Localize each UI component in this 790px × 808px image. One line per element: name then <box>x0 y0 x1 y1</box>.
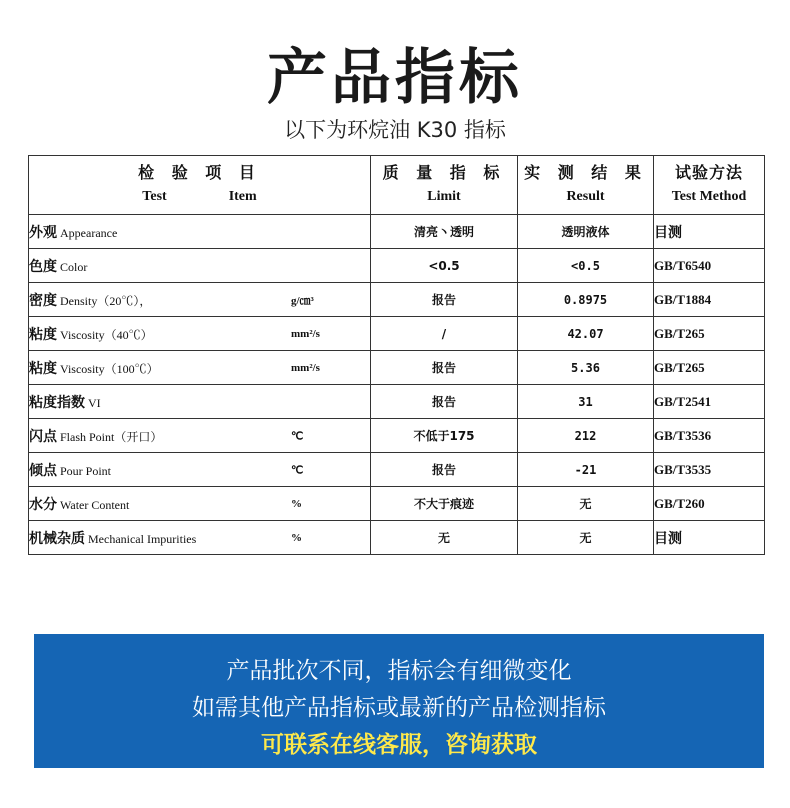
method-cell: GB/T265 <box>654 351 765 385</box>
method-cell: GB/T265 <box>654 317 765 351</box>
item-en: Pour Point <box>60 463 112 478</box>
item-en: Flash Point（开口） <box>60 429 163 444</box>
item-cn: 色度 <box>29 258 57 275</box>
item-en: Appearance <box>60 225 118 240</box>
header-method <box>654 156 765 215</box>
item-cell <box>29 521 371 555</box>
item-cn: 粘度 <box>29 326 57 343</box>
result-cell: 无 <box>518 521 654 555</box>
limit-cell: 报告 <box>371 283 518 317</box>
table-row <box>29 385 765 419</box>
result-cell: 透明液体 <box>518 215 654 249</box>
item-cell <box>29 351 371 385</box>
header-method-en: Test Method <box>671 189 747 204</box>
table-row <box>29 351 765 385</box>
table-row <box>29 487 765 521</box>
result-cell: 31 <box>518 385 654 419</box>
header-limit-cn: 质 量 指 标 <box>382 163 506 182</box>
table-row <box>29 521 765 555</box>
unit: mm²/s <box>291 361 320 374</box>
limit-cell: 报告 <box>371 351 518 385</box>
result-cell: 0.8975 <box>518 283 654 317</box>
unit: ℃ <box>291 430 304 442</box>
notice-line-2: 如需其他产品指标或最新的产品检测指标 <box>192 695 606 721</box>
method-cell: 目测 <box>654 521 765 555</box>
header-item-en: Item <box>228 189 257 204</box>
limit-cell: <0.5 <box>371 249 518 283</box>
header-test-item-cn: 检 验 项 目 <box>138 163 261 182</box>
item-en: Viscosity（100℃） <box>60 361 159 376</box>
notice-line-1: 产品批次不同，指标会有细微变化 <box>226 658 572 684</box>
header-result-en: Result <box>566 189 605 204</box>
spec-table <box>28 155 765 555</box>
table-row <box>29 249 765 283</box>
unit: ℃ <box>291 464 304 476</box>
table-row <box>29 317 765 351</box>
item-cell <box>29 487 371 521</box>
item-cn: 闪点 <box>29 428 57 445</box>
unit: % <box>291 497 302 510</box>
item-cell <box>29 453 371 487</box>
unit: mm²/s <box>291 327 320 340</box>
result-cell: 212 <box>518 419 654 453</box>
item-en: VI <box>88 395 101 410</box>
limit-cell: 无 <box>371 521 518 555</box>
header-test-en: Test <box>142 189 167 204</box>
limit-cell: 报告 <box>371 453 518 487</box>
result-cell: 42.07 <box>518 317 654 351</box>
method-cell: GB/T2541 <box>654 385 765 419</box>
item-en: Mechanical Impurities <box>88 531 197 546</box>
result-cell: -21 <box>518 453 654 487</box>
header-limit-en: Limit <box>427 189 461 204</box>
item-cell <box>29 385 371 419</box>
item-en: Water Content <box>60 497 130 512</box>
header-result-cn: 实 测 结 果 <box>524 163 647 182</box>
header-method-cn: 试验方法 <box>674 163 743 182</box>
method-cell: GB/T6540 <box>654 249 765 283</box>
item-cell <box>29 249 371 283</box>
page-subtitle: 以下为环烷油 K30 指标 <box>284 118 506 142</box>
limit-cell: 清亮丶透明 <box>371 215 518 249</box>
item-cell <box>29 317 371 351</box>
method-cell: GB/T260 <box>654 487 765 521</box>
result-cell: 无 <box>518 487 654 521</box>
limit-cell: 不大于痕迹 <box>371 487 518 521</box>
header-result <box>518 156 654 215</box>
limit-cell: 不低于175 <box>371 419 518 453</box>
item-cell <box>29 215 371 249</box>
header-test-item <box>29 156 371 215</box>
method-cell: 目测 <box>654 215 765 249</box>
notice-banner <box>34 634 764 768</box>
item-cell <box>29 419 371 453</box>
item-cn: 机械杂质 <box>29 530 85 547</box>
table-row <box>29 283 765 317</box>
item-cn: 粘度 <box>29 360 57 377</box>
table-row <box>29 215 765 249</box>
header-limit <box>371 156 518 215</box>
method-cell: GB/T1884 <box>654 283 765 317</box>
table-header-row <box>29 156 765 215</box>
item-cn: 倾点 <box>29 462 57 479</box>
table-row <box>29 419 765 453</box>
item-en: Color <box>60 259 88 274</box>
item-cn: 外观 <box>29 224 57 241</box>
item-en: Density（20℃）， <box>60 293 152 308</box>
notice-line-3: 可联系在线客服，咨询获取 <box>261 732 537 758</box>
item-cell <box>29 283 371 317</box>
result-cell: <0.5 <box>518 249 654 283</box>
method-cell: GB/T3535 <box>654 453 765 487</box>
limit-cell: 报告 <box>371 385 518 419</box>
limit-cell: / <box>371 317 518 351</box>
item-cn: 密度 <box>29 292 57 309</box>
result-cell: 5.36 <box>518 351 654 385</box>
page-title: 产品指标 <box>267 43 523 113</box>
unit: g/㎝³ <box>291 294 314 307</box>
item-cn: 粘度指数 <box>29 394 85 411</box>
table-row <box>29 453 765 487</box>
item-cn: 水分 <box>29 496 57 513</box>
method-cell: GB/T3536 <box>654 419 765 453</box>
item-en: Viscosity（40℃） <box>60 327 153 342</box>
unit: % <box>291 531 302 544</box>
